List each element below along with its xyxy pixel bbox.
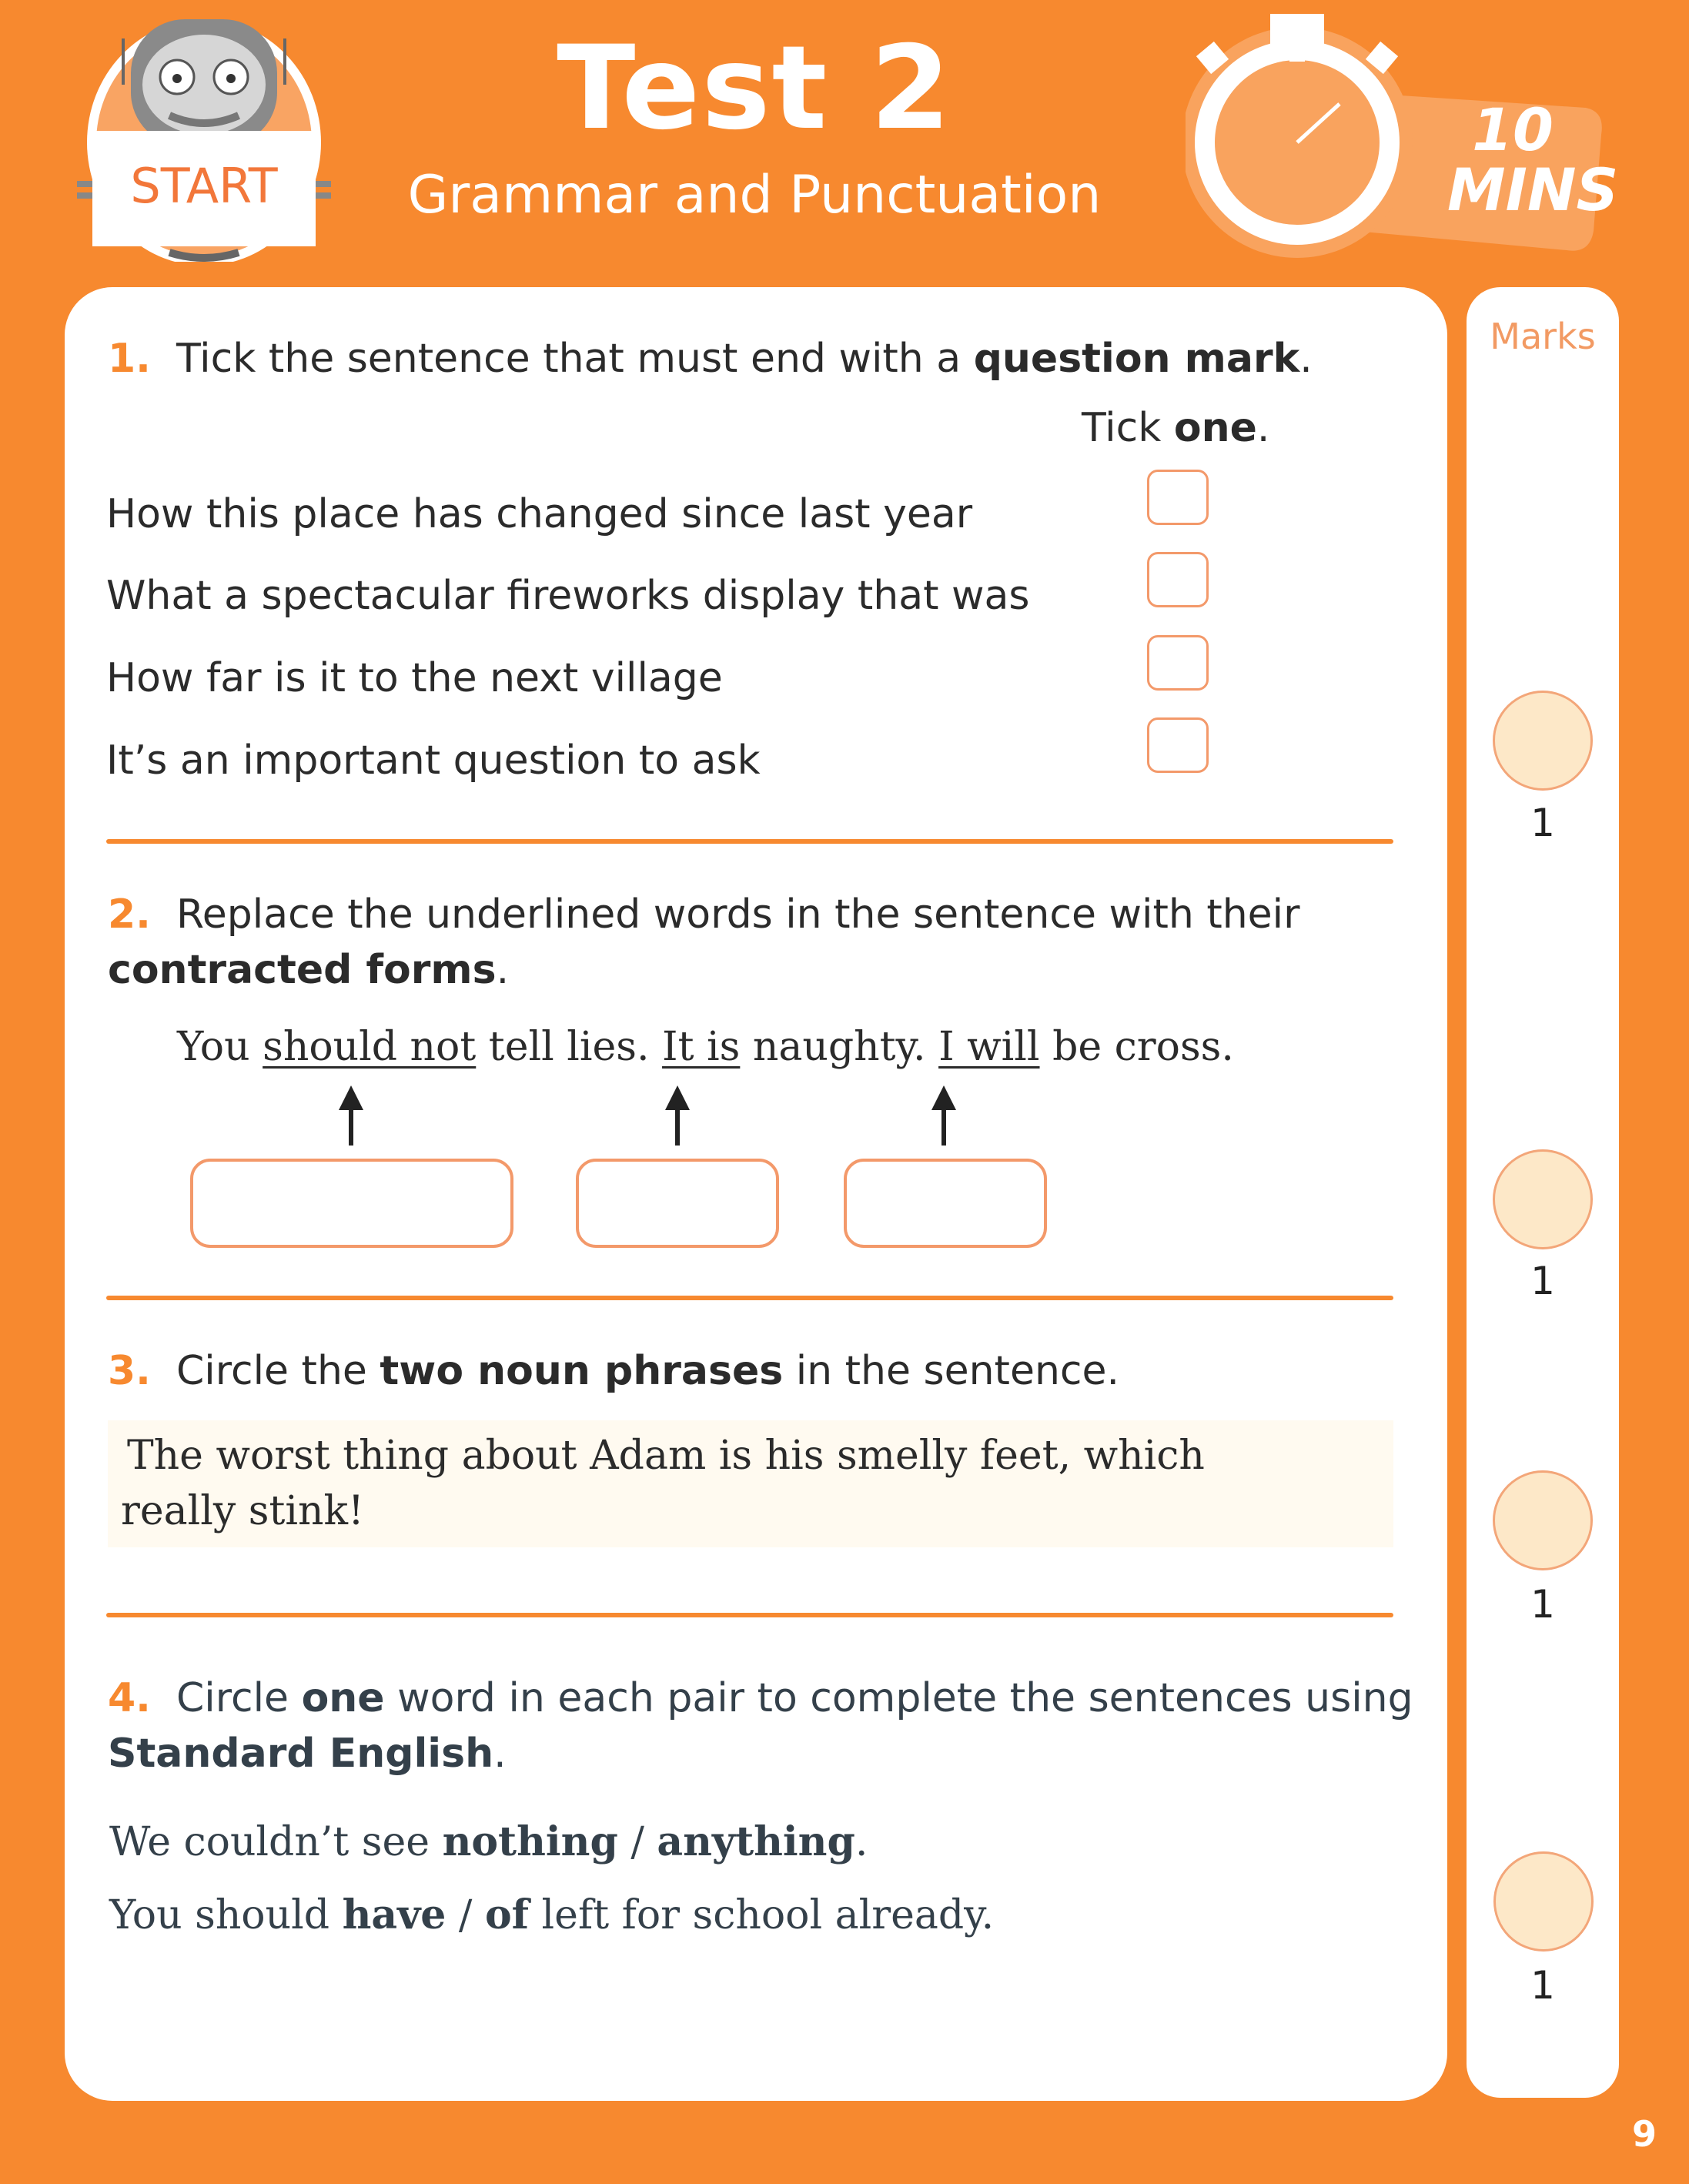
arrow-up-icon-stem <box>349 1103 353 1146</box>
q1-tickbox-3[interactable] <box>1147 635 1209 691</box>
q1-option-3: How far is it to the next village <box>106 655 723 701</box>
q1-option-4: It’s an important question to ask <box>106 737 761 784</box>
q1-mark-value: 1 <box>1530 801 1555 845</box>
robot-start-mascot <box>77 8 331 262</box>
q1-option-1: How this place has changed since last year <box>106 491 973 537</box>
page-number: 9 <box>1632 2113 1657 2155</box>
question-number: 1. <box>108 336 151 382</box>
question-number: 4. <box>108 1675 151 1721</box>
marks-label: Marks <box>1490 316 1596 357</box>
question-3-prompt: 3. Circle the two noun phrases in the sentence. <box>108 1348 1120 1394</box>
q4-s2-option-of[interactable]: of <box>484 1891 530 1938</box>
section-divider <box>106 1296 1393 1300</box>
q2-answer-box-1[interactable] <box>190 1159 513 1248</box>
q1-tickbox-1[interactable] <box>1147 470 1209 525</box>
question-number: 3. <box>108 1348 151 1394</box>
tick-one-instruction: Tick one. <box>1082 405 1270 451</box>
page-title: Test 2 <box>557 22 952 156</box>
q1-mark-circle[interactable] <box>1493 691 1593 791</box>
arrow-up-icon-stem <box>675 1103 680 1146</box>
question-number: 2. <box>108 891 151 938</box>
q4-s1-option-anything[interactable]: anything <box>657 1818 855 1865</box>
timer-number: 10 <box>1472 95 1554 164</box>
section-divider <box>106 839 1393 844</box>
underlined-words-2: It is <box>662 1024 741 1070</box>
q4-sentence-1: We couldn’t see nothing / anything. <box>109 1818 868 1865</box>
question-4-prompt: 4. Circle one word in each pair to complete the sentences using Standard English. <box>108 1675 1413 1777</box>
q2-mark-value: 1 <box>1530 1259 1555 1303</box>
q2-answer-box-2[interactable] <box>576 1159 779 1248</box>
q2-mark-circle[interactable] <box>1493 1149 1593 1249</box>
q3-sentence[interactable]: The worst thing about Adam is his smelly feet, which really stink! <box>121 1433 1205 1534</box>
q3-mark-circle[interactable] <box>1493 1470 1593 1570</box>
q1-tickbox-2[interactable] <box>1147 552 1209 607</box>
q1-tickbox-4[interactable] <box>1147 717 1209 773</box>
question-2-prompt: 2. Replace the underlined words in the sentence with their contracted forms. <box>108 891 1300 993</box>
q4-s2-option-have[interactable]: have <box>342 1891 446 1938</box>
timer-badge <box>1186 0 1617 269</box>
section-divider <box>106 1613 1393 1617</box>
question-1-prompt: 1. Tick the sentence that must end with a question mark. <box>108 336 1313 382</box>
q1-option-2: What a spectacular fireworks display that was <box>106 573 1030 619</box>
underlined-words-3: I will <box>938 1024 1040 1070</box>
underlined-words-1: should not <box>263 1024 477 1070</box>
robot-icon <box>77 8 331 262</box>
arrow-up-icon-stem <box>941 1103 946 1146</box>
q4-mark-circle[interactable] <box>1493 1851 1594 1952</box>
q4-sentence-2: You should have / of left for school already. <box>109 1891 995 1938</box>
q4-mark-value: 1 <box>1530 1963 1555 2008</box>
q3-mark-value: 1 <box>1530 1582 1555 1627</box>
start-sign-text: START <box>130 158 278 214</box>
q2-answer-box-3[interactable] <box>844 1159 1047 1248</box>
q4-s1-option-nothing[interactable]: nothing <box>442 1818 618 1865</box>
q2-sentence: You should not tell lies. It is naughty. I will be cross. <box>177 1024 1234 1070</box>
page-subtitle: Grammar and Punctuation <box>407 165 1102 226</box>
timer-unit: MINS <box>1447 156 1619 224</box>
